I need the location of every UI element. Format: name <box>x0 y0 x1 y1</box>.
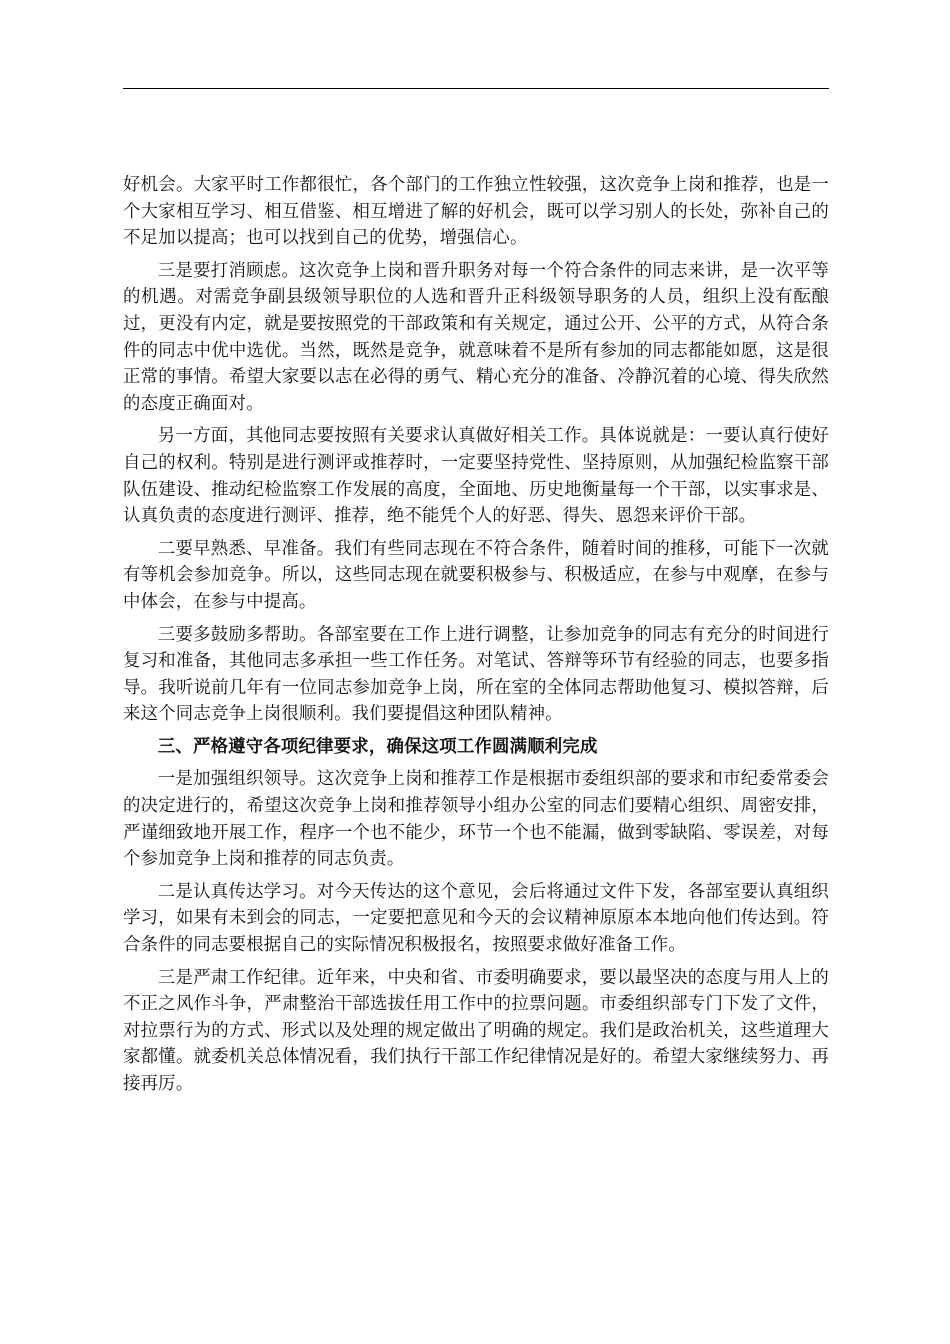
section-heading: 三、严格遵守各项纪律要求，确保这项工作圆满顺利完成 <box>157 736 598 757</box>
paragraph: 三是要打消顾虑。这次竞争上岗和晋升职务对每一个符合条件的同志来讲，是一次平等的机遇。对需竞争副县级领导职位的人选和晋升正科级领导职务的人员，组织上没有酝酿过，更没有内定，就是要按照党的干部政策和有关规定，通过公开、公平的方式，从符合条件的同志中优中选优。当然，既然是竞争，就意味着不是所有参加的同志都能如愿，这是很正常的事情。希望大家要以志在必得的勇气、精心充分的准备、冷静沉着的心境、得失欣然的态度正确面对。 <box>123 260 829 414</box>
paragraph: 三是严肃工作纪律。近年来，中央和省、市委明确要求，要以最坚决的态度与用人上的不正之风作斗争，严肃整治干部选拔任用工作中的拉票问题。市委组织部专门下发了文件，对拉票行为的方式、形式以及处理的规定做出了明确的规定。我们是政治机关，这些道理大家都懂。就委机关总体情况看，我们执行干部工作纪律情况是好的。希望大家继续努力、再接再厉。 <box>123 967 829 1094</box>
paragraph: 另一方面，其他同志要按照有关要求认真做好相关工作。具体说就是：一要认真行使好自己的权利。特别是进行测评或推荐时，一定要坚持党性、坚持原则，从加强纪检监察干部队伍建设、推动纪检监察工作发展的高度，全面地、历史地衡量每一个干部，以实事求是、认真负责的态度进行测评、推荐，绝不能凭个人的好恶、得失、恩怨来评价干部。 <box>123 426 829 527</box>
header-rule <box>123 88 829 89</box>
paragraph: 一是加强组织领导。这次竞争上岗和推荐工作是根据市委组织部的要求和市纪委常委会的决定进行的，希望这次竞争上岗和推荐领导小组办公室的同志们要精心组织、周密安排，严谨细致地开展工作，程序一个也不能少，环节一个也不能漏，做到零缺陷、零误差，对每个参加竞争上岗和推荐的同志负责。 <box>123 769 829 870</box>
paragraph: 二要早熟悉、早准备。我们有些同志现在不符合条件，随着时间的推移，可能下一次就有等机会参加竞争。所以，这些同志现在就要积极参与、积极适应，在参与中观摩，在参与中体会，在参与中提高。 <box>123 538 829 612</box>
paragraph: 二是认真传达学习。对今天传达的这个意见，会后将通过文件下发，各部室要认真组织学习，如果有未到会的同志，一定要把意见和今天的会议精神原原本本地向他们传达到。符合条件的同志要根据自己的实际情况积极报名，按照要求做好准备工作。 <box>123 881 829 956</box>
paragraph: 三要多鼓励多帮助。各部室要在工作上进行调整，让参加竞争的同志有充分的时间进行复习和准备，其他同志多承担一些工作任务。对笔试、答辩等环节有经验的同志，也要多指导。我听说前几年有一位同志参加竞争上岗，所在室的全体同志帮助他复习、模拟答辩，后来这个同志竞争上岗很顺利。我们要提倡这种团队精神。 <box>123 624 829 725</box>
paragraph: 好机会。大家平时工作都很忙，各个部门的工作独立性较强，这次竞争上岗和推荐，也是一个大家相互学习、相互借鉴、相互增进了解的好机会，既可以学习别人的长处，弥补自己的不足加以提高；也可以找到自己的优势，增强信心。 <box>123 175 829 249</box>
document-body <box>123 172 829 1104</box>
